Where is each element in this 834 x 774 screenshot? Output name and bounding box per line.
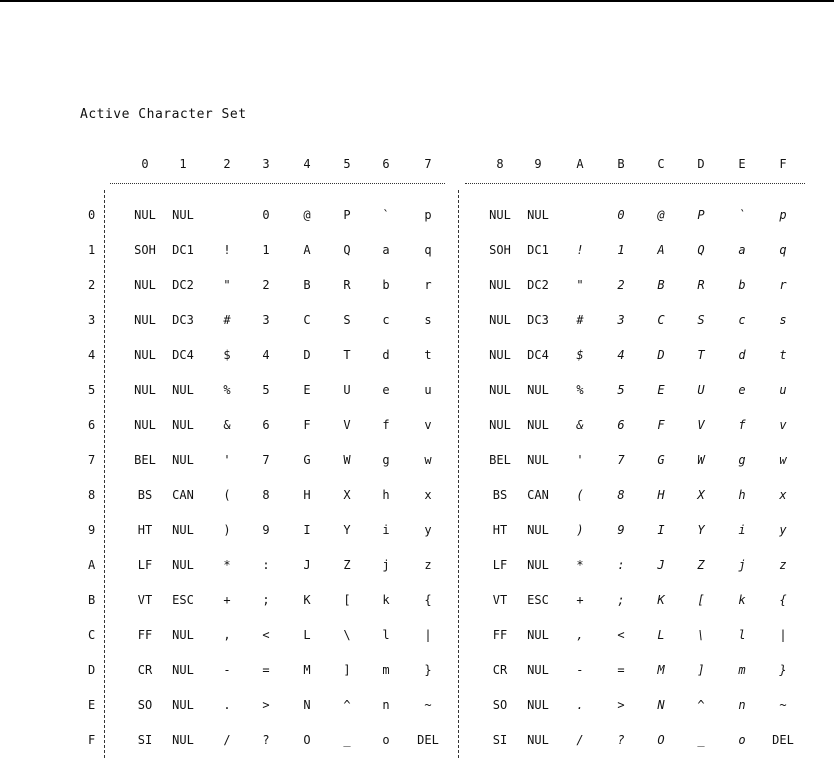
char-cell: b — [738, 278, 746, 292]
column-header: 0 — [141, 157, 149, 171]
char-cell: 8 — [617, 488, 625, 502]
char-cell: NUL — [527, 628, 549, 642]
char-cell: L — [657, 628, 665, 642]
row-label: D — [88, 663, 96, 677]
char-cell: NUL — [134, 348, 156, 362]
char-cell: O — [657, 733, 665, 747]
char-cell: Y — [343, 523, 351, 537]
char-cell: ~ — [424, 698, 432, 712]
char-cell: [ — [343, 593, 351, 607]
char-cell: DC3 — [172, 313, 194, 327]
char-cell: w — [424, 453, 432, 467]
char-cell: T — [343, 348, 351, 362]
char-cell: 7 — [262, 453, 270, 467]
column-header: F — [779, 157, 787, 171]
char-cell: 3 — [617, 313, 625, 327]
char-cell: NUL — [172, 208, 194, 222]
char-cell: LF — [492, 558, 508, 572]
char-cell: r — [424, 278, 432, 292]
char-cell: P — [697, 208, 705, 222]
char-cell: 8 — [262, 488, 270, 502]
char-cell: NUL — [489, 383, 511, 397]
char-cell: F — [657, 418, 665, 432]
column-header: 8 — [496, 157, 504, 171]
char-cell: DC4 — [527, 348, 549, 362]
char-cell: ? — [262, 733, 270, 747]
char-cell: NUL — [134, 208, 156, 222]
char-cell: H — [657, 488, 665, 502]
char-cell: NUL — [134, 313, 156, 327]
char-cell: . — [223, 698, 231, 712]
char-cell: $ — [576, 348, 584, 362]
char-cell: f — [738, 418, 746, 432]
char-cell: DEL — [417, 733, 439, 747]
char-cell: VT — [137, 593, 153, 607]
char-cell: Z — [697, 558, 705, 572]
char-cell: v — [779, 418, 787, 432]
char-cell: m — [382, 663, 390, 677]
column-header: C — [657, 157, 665, 171]
char-cell: N — [657, 698, 665, 712]
row-label: F — [88, 733, 96, 747]
char-cell: Q — [697, 243, 705, 257]
char-cell: i — [382, 523, 390, 537]
char-cell: L — [303, 628, 311, 642]
char-cell: , — [223, 628, 231, 642]
char-cell: ! — [223, 243, 231, 257]
char-cell: h — [738, 488, 746, 502]
char-cell: SI — [492, 733, 508, 747]
char-cell: SO — [492, 698, 508, 712]
char-cell: I — [303, 523, 311, 537]
char-cell: } — [779, 663, 787, 677]
char-cell: D — [303, 348, 311, 362]
char-cell: ( — [576, 488, 584, 502]
char-cell: s — [779, 313, 787, 327]
char-cell: & — [223, 418, 231, 432]
char-cell: 1 — [262, 243, 270, 257]
char-cell: T — [697, 348, 705, 362]
char-cell: BEL — [134, 453, 156, 467]
char-cell: g — [382, 453, 390, 467]
char-cell: Y — [697, 523, 705, 537]
char-cell: " — [223, 278, 231, 292]
char-cell: 2 — [262, 278, 270, 292]
char-cell: - — [223, 663, 231, 677]
char-cell: NUL — [134, 383, 156, 397]
char-cell: 9 — [617, 523, 625, 537]
char-cell: % — [576, 383, 584, 397]
char-cell: M — [657, 663, 665, 677]
char-cell: | — [424, 628, 432, 642]
char-cell: NUL — [172, 663, 194, 677]
char-cell: = — [262, 663, 270, 677]
char-cell: # — [576, 313, 584, 327]
char-cell: B — [657, 278, 665, 292]
char-cell: c — [382, 313, 390, 327]
char-cell: D — [657, 348, 665, 362]
char-cell: * — [576, 558, 584, 572]
char-cell: NUL — [172, 628, 194, 642]
char-cell: q — [779, 243, 787, 257]
char-cell: j — [738, 558, 746, 572]
char-cell: , — [576, 628, 584, 642]
char-cell: NUL — [527, 208, 549, 222]
char-cell: ' — [223, 453, 231, 467]
char-cell: NUL — [527, 418, 549, 432]
char-cell: 2 — [617, 278, 625, 292]
char-cell: C — [303, 313, 311, 327]
char-cell: i — [738, 523, 746, 537]
char-cell: A — [657, 243, 665, 257]
char-cell: ) — [223, 523, 231, 537]
char-cell: Q — [343, 243, 351, 257]
row-label: 5 — [88, 383, 96, 397]
char-cell: S — [343, 313, 351, 327]
char-cell: ~ — [779, 698, 787, 712]
char-cell: + — [576, 593, 584, 607]
char-cell: k — [382, 593, 390, 607]
char-cell: 9 — [262, 523, 270, 537]
char-cell: x — [779, 488, 787, 502]
char-cell: DC2 — [527, 278, 549, 292]
char-cell: SOH — [134, 243, 156, 257]
char-cell: LF — [137, 558, 153, 572]
char-cell: BS — [492, 488, 508, 502]
row-label: 6 — [88, 418, 96, 432]
char-cell: 1 — [617, 243, 625, 257]
row-label: 4 — [88, 348, 96, 362]
char-cell: HT — [137, 523, 153, 537]
char-cell: / — [223, 733, 231, 747]
char-cell: NUL — [172, 453, 194, 467]
char-cell: : — [617, 558, 625, 572]
char-cell: NUL — [134, 278, 156, 292]
char-cell: SO — [137, 698, 153, 712]
char-cell: CR — [492, 663, 508, 677]
char-cell: 6 — [262, 418, 270, 432]
char-cell: J — [657, 558, 665, 572]
char-cell: ' — [576, 453, 584, 467]
char-cell: CR — [137, 663, 153, 677]
char-cell: R — [697, 278, 705, 292]
column-header: 3 — [262, 157, 270, 171]
char-cell: & — [576, 418, 584, 432]
char-cell: E — [303, 383, 311, 397]
char-cell: | — [779, 628, 787, 642]
char-cell: NUL — [527, 558, 549, 572]
char-cell: ] — [343, 663, 351, 677]
char-cell: DC2 — [172, 278, 194, 292]
char-cell: f — [382, 418, 390, 432]
char-cell: < — [262, 628, 270, 642]
char-cell: DC4 — [172, 348, 194, 362]
char-cell: # — [223, 313, 231, 327]
char-cell: G — [303, 453, 311, 467]
char-cell: z — [779, 558, 787, 572]
char-cell: \ — [697, 628, 705, 642]
char-cell: ^ — [343, 698, 351, 712]
char-cell: SOH — [489, 243, 511, 257]
char-cell: NUL — [527, 453, 549, 467]
char-cell: k — [738, 593, 746, 607]
row-label: 3 — [88, 313, 96, 327]
char-cell: y — [424, 523, 432, 537]
char-cell: a — [738, 243, 746, 257]
column-header: E — [738, 157, 746, 171]
row-label: 1 — [88, 243, 96, 257]
char-cell: 5 — [262, 383, 270, 397]
char-cell: ; — [617, 593, 625, 607]
char-cell: NUL — [172, 558, 194, 572]
char-cell: l — [738, 628, 746, 642]
char-cell: d — [738, 348, 746, 362]
char-cell: $ — [223, 348, 231, 362]
row-label: 9 — [88, 523, 96, 537]
char-cell: R — [343, 278, 351, 292]
char-cell: DEL — [772, 733, 794, 747]
char-cell: j — [382, 558, 390, 572]
column-header: 7 — [424, 157, 432, 171]
char-cell: * — [223, 558, 231, 572]
char-cell: F — [303, 418, 311, 432]
char-cell: w — [779, 453, 787, 467]
char-cell: X — [343, 488, 351, 502]
page-title: Active Character Set — [80, 107, 247, 122]
half-divider — [458, 190, 459, 758]
char-cell: g — [738, 453, 746, 467]
char-cell: NUL — [489, 208, 511, 222]
row-label-divider — [104, 190, 105, 758]
column-header: 4 — [303, 157, 311, 171]
char-cell: NUL — [172, 418, 194, 432]
header-separator-left — [110, 183, 445, 185]
char-cell: ` — [738, 208, 746, 222]
char-cell: W — [697, 453, 705, 467]
char-cell: 0 — [262, 208, 270, 222]
char-cell: o — [738, 733, 746, 747]
char-cell: v — [424, 418, 432, 432]
char-cell: K — [657, 593, 665, 607]
char-cell: @ — [303, 208, 311, 222]
char-cell: = — [617, 663, 625, 677]
char-cell: C — [657, 313, 665, 327]
char-cell: NUL — [489, 313, 511, 327]
char-cell: + — [223, 593, 231, 607]
char-cell: m — [738, 663, 746, 677]
char-cell: ` — [382, 208, 390, 222]
char-cell: P — [343, 208, 351, 222]
char-cell: NUL — [172, 733, 194, 747]
char-cell: _ — [343, 733, 351, 747]
row-label: A — [88, 558, 96, 572]
char-cell: M — [303, 663, 311, 677]
char-cell: _ — [697, 733, 705, 747]
char-cell: \ — [343, 628, 351, 642]
char-cell: FF — [137, 628, 153, 642]
char-cell: q — [424, 243, 432, 257]
char-cell: NUL — [527, 698, 549, 712]
char-cell: NUL — [527, 383, 549, 397]
char-cell: o — [382, 733, 390, 747]
char-cell: . — [576, 698, 584, 712]
char-cell: d — [382, 348, 390, 362]
char-cell: H — [303, 488, 311, 502]
char-cell: e — [382, 383, 390, 397]
char-cell: } — [424, 663, 432, 677]
char-cell: 0 — [617, 208, 625, 222]
char-cell: ? — [617, 733, 625, 747]
column-header: 2 — [223, 157, 231, 171]
char-cell: [ — [697, 593, 705, 607]
column-header: 9 — [534, 157, 542, 171]
char-cell: " — [576, 278, 584, 292]
char-cell: ; — [262, 593, 270, 607]
char-cell: b — [382, 278, 390, 292]
char-cell: ^ — [697, 698, 705, 712]
column-header: D — [697, 157, 705, 171]
char-cell: s — [424, 313, 432, 327]
column-header: 6 — [382, 157, 390, 171]
char-cell: 6 — [617, 418, 625, 432]
char-cell: % — [223, 383, 231, 397]
char-cell: l — [382, 628, 390, 642]
char-cell: A — [303, 243, 311, 257]
char-cell: NUL — [527, 733, 549, 747]
char-cell: BS — [137, 488, 153, 502]
char-cell: n — [738, 698, 746, 712]
char-cell: ( — [223, 488, 231, 502]
char-cell: E — [657, 383, 665, 397]
char-cell: I — [657, 523, 665, 537]
char-cell: N — [303, 698, 311, 712]
char-cell: BEL — [489, 453, 511, 467]
char-cell: B — [303, 278, 311, 292]
char-cell: @ — [657, 208, 665, 222]
char-cell: O — [303, 733, 311, 747]
char-cell: p — [779, 208, 787, 222]
char-cell: 4 — [617, 348, 625, 362]
char-cell: NUL — [527, 663, 549, 677]
char-cell: { — [779, 593, 787, 607]
char-cell: NUL — [172, 698, 194, 712]
char-cell: SI — [137, 733, 153, 747]
char-cell: G — [657, 453, 665, 467]
top-border-line — [0, 0, 834, 2]
column-header: B — [617, 157, 625, 171]
char-cell: S — [697, 313, 705, 327]
char-cell: CAN — [527, 488, 549, 502]
char-cell: ! — [576, 243, 584, 257]
char-cell: > — [617, 698, 625, 712]
char-cell: HT — [492, 523, 508, 537]
char-cell: : — [262, 558, 270, 572]
char-cell: - — [576, 663, 584, 677]
char-cell: DC1 — [172, 243, 194, 257]
char-cell: X — [697, 488, 705, 502]
row-label: 8 — [88, 488, 96, 502]
char-cell: ) — [576, 523, 584, 537]
char-cell: Z — [343, 558, 351, 572]
char-cell: / — [576, 733, 584, 747]
column-header: 5 — [343, 157, 351, 171]
char-cell: V — [697, 418, 705, 432]
char-cell: < — [617, 628, 625, 642]
char-cell: ESC — [527, 593, 549, 607]
row-label: 7 — [88, 453, 96, 467]
char-cell: NUL — [489, 348, 511, 362]
header-separator-right — [465, 183, 805, 185]
char-cell: n — [382, 698, 390, 712]
char-cell: VT — [492, 593, 508, 607]
char-cell: z — [424, 558, 432, 572]
char-cell: NUL — [489, 278, 511, 292]
char-cell: x — [424, 488, 432, 502]
char-cell: ESC — [172, 593, 194, 607]
char-cell: 3 — [262, 313, 270, 327]
column-header: 1 — [179, 157, 187, 171]
char-cell: J — [303, 558, 311, 572]
char-cell: K — [303, 593, 311, 607]
char-cell: DC3 — [527, 313, 549, 327]
char-cell: e — [738, 383, 746, 397]
column-header: A — [576, 157, 584, 171]
char-cell: W — [343, 453, 351, 467]
char-cell: NUL — [489, 418, 511, 432]
char-cell: t — [779, 348, 787, 362]
char-cell: U — [697, 383, 705, 397]
char-cell: r — [779, 278, 787, 292]
row-label: 0 — [88, 208, 96, 222]
char-cell: h — [382, 488, 390, 502]
row-label: E — [88, 698, 96, 712]
char-cell: 7 — [617, 453, 625, 467]
char-cell: t — [424, 348, 432, 362]
char-cell: NUL — [527, 523, 549, 537]
row-label: C — [88, 628, 96, 642]
char-cell: U — [343, 383, 351, 397]
char-cell: DC1 — [527, 243, 549, 257]
char-cell: { — [424, 593, 432, 607]
char-cell: 4 — [262, 348, 270, 362]
char-cell: CAN — [172, 488, 194, 502]
char-cell: y — [779, 523, 787, 537]
char-cell: u — [779, 383, 787, 397]
char-cell: u — [424, 383, 432, 397]
char-cell: NUL — [172, 523, 194, 537]
char-cell: ] — [697, 663, 705, 677]
char-cell: > — [262, 698, 270, 712]
char-cell: a — [382, 243, 390, 257]
row-label: B — [88, 593, 96, 607]
char-cell: c — [738, 313, 746, 327]
char-cell: NUL — [134, 418, 156, 432]
char-cell: NUL — [172, 383, 194, 397]
char-cell: V — [343, 418, 351, 432]
char-cell: 5 — [617, 383, 625, 397]
char-cell: FF — [492, 628, 508, 642]
char-cell: p — [424, 208, 432, 222]
row-label: 2 — [88, 278, 96, 292]
